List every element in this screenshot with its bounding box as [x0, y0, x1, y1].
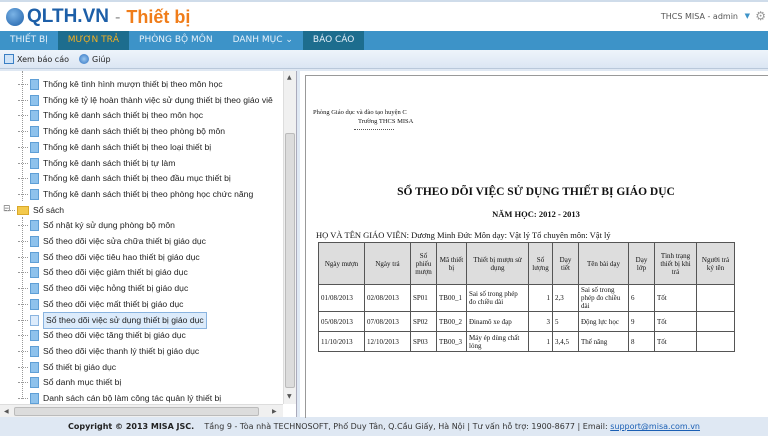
tree-item-label: Thống kê danh sách thiết bị tự làm [43, 157, 176, 168]
table-cell: 3,4,5 [553, 332, 579, 352]
column-header: Dạy tiết [553, 243, 579, 285]
document-icon [30, 189, 39, 200]
table-cell: 01/08/2013 [319, 285, 365, 312]
divider [354, 129, 394, 130]
tree-item[interactable] [30, 297, 183, 312]
tree-item-label: Sổ thiết bị giáo dục [43, 361, 117, 372]
footer [0, 418, 768, 436]
tree-item[interactable] [30, 140, 211, 155]
scroll-up-icon[interactable]: ▲ [287, 74, 292, 81]
column-header: Tình trạng thiết bị khi trả [655, 243, 697, 285]
table-cell: 05/08/2013 [319, 312, 365, 332]
tree-connector [18, 194, 28, 195]
column-header: Số phiếu mượn [411, 243, 437, 285]
table-cell: Tốt [655, 285, 697, 312]
table-cell: Động lực học [579, 312, 629, 332]
report-page [305, 75, 768, 425]
logo-separator: - [114, 8, 121, 26]
table-cell: Thế năng [579, 332, 629, 352]
report-year: NĂM HỌC: 2012 - 2013 [492, 209, 580, 219]
tree-connector [18, 335, 28, 336]
column-header: Người trả ký tên [697, 243, 735, 285]
table-cell: Đinamô xe đạp [467, 312, 529, 332]
table-cell: TB00_2 [437, 312, 467, 332]
table-cell [697, 312, 735, 332]
teacher-info: HỌ VÀ TÊN GIÁO VIÊN: Dương Minh Đức Môn dạy: Vật lý Tổ chuyên môn: Vật lý [316, 230, 611, 240]
table-row [319, 285, 735, 312]
document-icon [30, 377, 39, 388]
table-cell: Tốt [655, 332, 697, 352]
table-cell [697, 332, 735, 352]
tree-connector [18, 272, 28, 273]
tree-connector [18, 257, 28, 258]
tree-item-label: Sổ theo dõi việc sử dụng thiết bị giáo dục [43, 312, 207, 329]
table-cell: 07/08/2013 [365, 312, 411, 332]
tree-item-label: Sổ sách [33, 204, 65, 215]
table-cell: 8 [629, 332, 655, 352]
document-icon [30, 315, 39, 326]
nav-bao-cao[interactable]: BÁO CÁO [303, 31, 364, 50]
table-cell: 3 [529, 312, 553, 332]
org-school: Trường THCS MISA [358, 118, 414, 125]
column-header: Dạy lớp [629, 243, 655, 285]
table-cell: 11/10/2013 [319, 332, 365, 352]
tree-connector [18, 84, 28, 85]
tree-item[interactable] [30, 124, 225, 139]
nav-phong-bo-mon[interactable]: PHÒNG BỘ MÔN [139, 35, 213, 45]
copyright: Copyright © 2013 MISA JSC. [68, 422, 195, 431]
folder-icon [17, 206, 29, 215]
help-button[interactable] [79, 54, 111, 64]
view-report-button[interactable] [4, 54, 69, 64]
tree-item[interactable] [30, 281, 188, 296]
usage-table [318, 242, 735, 352]
tree-item[interactable] [30, 313, 207, 328]
table-cell: TB00_1 [437, 285, 467, 312]
table-cell: Sai số trong phép đo chiều dài [579, 285, 629, 312]
globe-icon [6, 8, 24, 26]
tree-item-label: Thống kê tình hình mượn thiết bị theo môn học [43, 79, 223, 89]
tree-item[interactable] [30, 218, 175, 233]
document-icon [30, 252, 39, 263]
table-cell: 5 [553, 312, 579, 332]
table-cell: Tốt [655, 312, 697, 332]
tree-connector [18, 320, 28, 321]
tree-item-label: Sổ theo dõi việc giảm thiết bị giáo dục [43, 267, 188, 278]
logo-module: Thiết bị [126, 6, 191, 27]
tree-connector [18, 288, 28, 289]
table-cell: 1 [529, 332, 553, 352]
table-cell: SP02 [411, 312, 437, 332]
table-row [319, 332, 735, 352]
scroll-left-icon[interactable]: ◀ [4, 408, 9, 415]
table-cell: TB00_3 [437, 332, 467, 352]
tree-connector [18, 241, 28, 242]
tree-connector [18, 115, 28, 116]
tree-item-label: Sổ danh mục thiết bị [43, 377, 122, 388]
document-icon [30, 79, 39, 90]
horizontal-scrollbar[interactable] [0, 404, 283, 417]
tree-item[interactable] [30, 108, 203, 123]
document-icon [30, 267, 39, 278]
column-header: Số lượng [529, 243, 553, 285]
tree-connector [18, 398, 28, 399]
scroll-down-icon[interactable]: ▼ [287, 393, 292, 400]
column-header: Ngày trả [365, 243, 411, 285]
caret-down-icon[interactable]: ▼ [744, 12, 750, 20]
report-icon [4, 54, 14, 64]
tree-connector [18, 304, 28, 305]
document-icon [30, 346, 39, 357]
document-icon [30, 173, 39, 184]
tree-item-label: Sổ theo dõi việc hỏng thiết bị giáo dục [43, 283, 189, 294]
document-icon [30, 283, 39, 294]
document-icon [30, 362, 39, 373]
table-cell: SP03 [411, 332, 437, 352]
tree-connector [18, 163, 28, 164]
table-cell: 9 [629, 312, 655, 332]
nav-muon-tra[interactable]: MƯỢN TRẢ [58, 31, 129, 50]
tree-item-label: Sổ theo dõi việc sửa chữa thiết bị giáo dục [43, 236, 206, 246]
app-header [0, 0, 768, 31]
tree-folder[interactable] [17, 203, 64, 218]
document-icon [30, 330, 39, 341]
report-title: SỔ THEO DÕI VIỆC SỬ DỤNG THIẾT BỊ GIÁO DỤC [397, 186, 675, 198]
document-icon [30, 95, 39, 106]
document-icon [30, 220, 39, 231]
tree-item[interactable] [30, 77, 223, 92]
tree-item-label: Danh sách cán bộ làm công tác quản lý thiết bị [43, 393, 222, 403]
collapse-icon[interactable]: ⊟ [3, 203, 11, 214]
org-department: Phòng Giáo dục và đào tạo huyện C [313, 109, 407, 116]
table-cell: 6 [629, 285, 655, 312]
tree-connector [18, 351, 28, 352]
document-icon [30, 299, 39, 310]
tree-item[interactable] [30, 171, 231, 186]
address: Tầng 9 - Tòa nhà TECHNOSOFT, Phố Duy Tân, Q.Cầu Giấy, Hà Nội | Tư vấn hỗ trợ: 1900-8677 | Email: [204, 422, 611, 431]
nav-danh-muc[interactable]: DANH MỤC ⌄ [232, 35, 293, 45]
tree-item[interactable] [30, 344, 199, 359]
logo[interactable] [6, 6, 190, 28]
tree-item[interactable] [30, 156, 175, 171]
column-header: Thiết bị mượn sử dụng [467, 243, 529, 285]
tree-item-label: Thống kê danh sách thiết bị theo loại thiết bị [43, 141, 212, 152]
document-icon [30, 126, 39, 137]
column-header: Tên bài dạy [579, 243, 629, 285]
document-icon [30, 158, 39, 169]
tree-connector [18, 178, 28, 179]
report-tree-panel [0, 71, 297, 417]
table-cell: Sai số trong phép đo chiều dài [467, 285, 529, 312]
scroll-right-icon[interactable]: ▶ [272, 408, 277, 415]
main-nav [0, 31, 768, 50]
nav-thiet-bi[interactable]: THIẾT BỊ [10, 35, 48, 45]
user-menu[interactable]: THCS MISA - admin [660, 12, 738, 21]
gear-icon[interactable]: ⚙ [755, 9, 766, 23]
tree-connector [18, 131, 28, 132]
column-header: Mã thiết bị [437, 243, 467, 285]
tree-item[interactable] [30, 187, 253, 202]
tree-connector [18, 367, 28, 368]
tree-item[interactable] [30, 360, 116, 375]
tree-item-label: Sổ theo dõi việc tiêu hao thiết bị giáo dục [43, 251, 200, 262]
toolbar [0, 50, 768, 69]
tree-connector [18, 225, 28, 226]
table-row [319, 312, 735, 332]
tree-item[interactable] [30, 328, 186, 343]
table-cell: SP01 [411, 285, 437, 312]
table-cell: 02/08/2013 [365, 285, 411, 312]
report-viewer [300, 71, 768, 417]
column-header: Ngày mượn [319, 243, 365, 285]
tree-connector [18, 382, 28, 383]
tree-item-label: Thống kê danh sách thiết bị theo đầu mục thiết bị [43, 173, 231, 184]
tree-item[interactable] [30, 265, 188, 280]
support-email-link[interactable]: support@misa.com.vn [610, 422, 700, 431]
document-icon [30, 110, 39, 121]
tree-item[interactable] [30, 234, 206, 249]
tree-item[interactable] [30, 93, 273, 108]
table-cell: Máy ép dùng chất lỏng [467, 332, 529, 352]
vertical-scrollbar[interactable] [283, 71, 296, 404]
tree-item-label: Sổ nhật ký sử dụng phòng bộ môn [43, 220, 175, 231]
tree-connector [18, 147, 28, 148]
tree-item-label: Thống kê danh sách thiết bị theo phòng bộ môn [43, 126, 226, 137]
tree-item-label: Thống kê tỷ lệ hoàn thành việc sử dụng thiết bị theo giáo viê [43, 94, 273, 105]
tree-item-label: Sổ theo dõi việc thanh lý thiết bị giáo dục [43, 345, 200, 356]
scrollbar-thumb[interactable] [14, 407, 259, 416]
document-icon [30, 393, 39, 404]
tree-item-label: Sổ theo dõi việc tăng thiết bị giáo dục [43, 330, 186, 341]
tree-item-label: Sổ theo dõi việc mất thiết bị giáo dục [43, 298, 184, 309]
tree-item-label: Thống kê danh sách thiết bị theo phòng học chức năng [43, 188, 254, 199]
document-icon [30, 142, 39, 153]
tree-item[interactable] [30, 375, 121, 390]
table-cell: 2,3 [553, 285, 579, 312]
logo-brand: QLTH.VN [27, 6, 109, 27]
tree-item-label: Thống kê danh sách thiết bị theo môn học [43, 110, 204, 121]
tree-connector [22, 71, 23, 201]
table-cell: 1 [529, 285, 553, 312]
table-cell [697, 285, 735, 312]
tree-connector [22, 217, 23, 399]
tree-item[interactable] [30, 250, 200, 265]
view-report-label: Xem báo cáo [17, 54, 69, 64]
table-cell: 12/10/2013 [365, 332, 411, 352]
tree-connector [18, 100, 28, 101]
help-icon [79, 54, 89, 64]
document-icon [30, 236, 39, 247]
help-label: Giúp [92, 54, 111, 64]
scrollbar-thumb[interactable] [285, 133, 295, 388]
